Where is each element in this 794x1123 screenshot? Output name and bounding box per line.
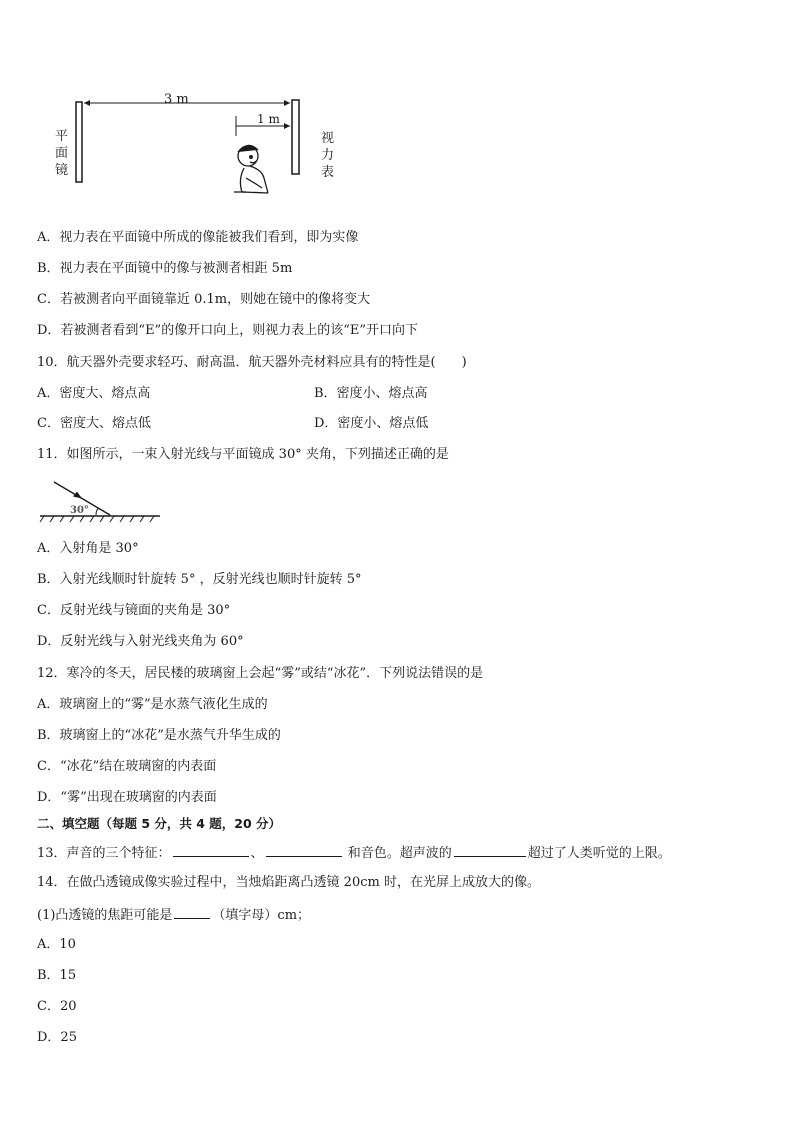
q14-sub1-unit: （填字母）cm； xyxy=(212,908,311,923)
q13-blank-2[interactable] xyxy=(266,843,342,857)
q14-stem: 14．在做凸透镜成像实验过程中，当烛焰距离凸透镜 20cm 时，在光屏上成放大的像。 xyxy=(37,875,540,890)
chart-label: 视 力 表 xyxy=(321,131,335,180)
q10-option-c: C．密度大、熔点低 xyxy=(37,416,151,431)
angle-label: 30° xyxy=(70,505,89,516)
q11-stem: 11．如图所示，一束入射光线与平面镜成 30° 夹角，下列描述正确的是 xyxy=(37,447,449,462)
q13-blank-1[interactable] xyxy=(173,843,249,857)
q12-option-a: A．玻璃窗上的“雾”是水蒸气液化生成的 xyxy=(37,697,268,712)
figure-mirror-eye-chart xyxy=(50,88,350,203)
q14-option-b: B．15 xyxy=(37,968,77,983)
q10-stem: 10．航天器外壳要求轻巧、耐高温．航天器外壳材料应具有的特性是( ) xyxy=(37,355,467,370)
q9-option-c: C．若被测者向平面镜靠近 0.1m，则她在镜中的像将变大 xyxy=(37,292,371,307)
q14-sub1-text: (1)凸透镜的焦距可能是 xyxy=(37,908,173,923)
q9-option-b: B．视力表在平面镜中的像与被测者相距 5m xyxy=(37,261,293,276)
q11-option-c: C．反射光线与镜面的夹角是 30° xyxy=(37,603,231,618)
q12-option-d: D．“雾”出现在玻璃窗的内表面 xyxy=(37,790,217,805)
plane-mirror xyxy=(76,102,82,182)
q13-part1: 13．声音的三个特征： xyxy=(37,846,171,861)
q14-option-d: D．25 xyxy=(37,1030,77,1045)
q12-option-b: B．玻璃窗上的“冰花”是水蒸气升华生成的 xyxy=(37,728,281,743)
q12-stem: 12．寒冷的冬天，居民楼的玻璃窗上会起“雾”或结“冰花”．下列说法错误的是 xyxy=(37,666,484,681)
q10-option-b: B．密度小、熔点高 xyxy=(314,386,428,401)
q9-option-d: D．若被测者看到“E”的像开口向上，则视力表上的该“E”开口向下 xyxy=(37,323,418,338)
q14-option-a: A．10 xyxy=(37,937,76,952)
q13-sep: 、 xyxy=(250,846,264,861)
q11-option-b: B．入射光线顺时针旋转 5° ，反射光线也顺时针旋转 5° xyxy=(37,572,362,587)
mirror-label: 平 面 镜 xyxy=(55,129,69,178)
q14-option-c: C．20 xyxy=(37,999,77,1014)
q10-option-d: D．密度小、熔点低 xyxy=(314,416,429,431)
q14-sub1 xyxy=(37,905,310,925)
q14-blank-1[interactable] xyxy=(174,905,210,919)
person-figure xyxy=(234,145,268,193)
q13-blank-3[interactable] xyxy=(454,843,526,857)
q13-part2: 和音色。超声波的 xyxy=(347,846,452,861)
q13-part3: 超过了人类听觉的上限。 xyxy=(527,846,671,861)
eye-chart xyxy=(292,100,299,174)
section-title: 二、填空题（每题 5 分，共 4 题，20 分） xyxy=(37,816,282,831)
dim-1m-label: 1 m xyxy=(257,112,280,126)
q11-option-a: A．入射角是 30° xyxy=(37,541,139,556)
q12-option-c: C．“冰花”结在玻璃窗的内表面 xyxy=(37,759,217,774)
q13-line xyxy=(37,843,671,863)
q9-option-a: A．视力表在平面镜中所成的像能被我们看到，即为实像 xyxy=(37,230,359,245)
q10-option-a: A．密度大、熔点高 xyxy=(37,386,151,401)
q11-option-d: D．反射光线与入射光线夹角为 60° xyxy=(37,634,244,649)
figure-incident-ray xyxy=(38,478,163,526)
dim-3m-label: 3 m xyxy=(164,92,189,107)
